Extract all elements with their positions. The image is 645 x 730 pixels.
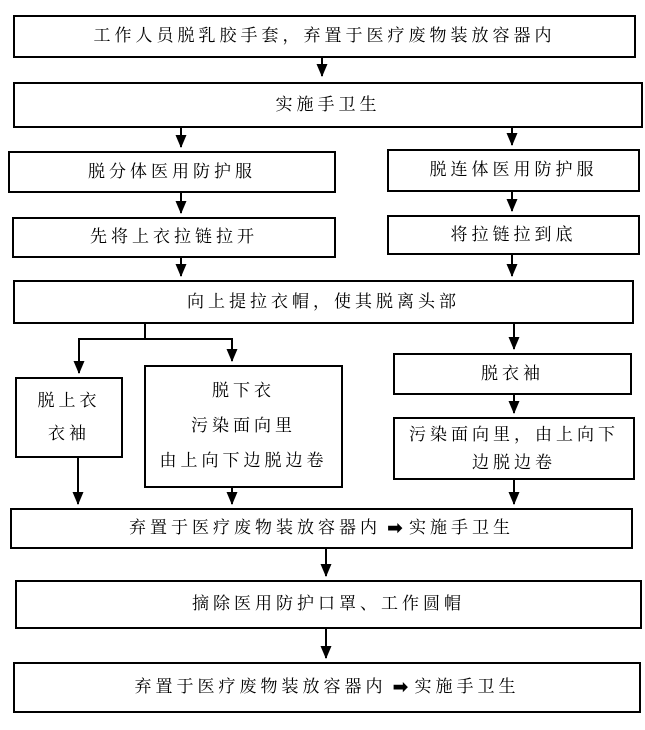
node-label-line: 边脱边卷 (472, 452, 556, 472)
node-label: 向上提拉衣帽，使其脱离头部 (187, 291, 460, 311)
elbow-lifthood-split (78, 324, 233, 339)
dispose-label-after: 实施手卫生 (414, 677, 520, 697)
node-label: 脱衣袖 (481, 363, 544, 383)
node-label: 将拉链拉到底 (450, 224, 577, 244)
node-label: 先将上衣拉链拉开 (90, 227, 258, 247)
node-label-line: 由上向下边脱边卷 (159, 450, 328, 470)
node-label: 实施手卫生 (275, 94, 381, 114)
node-lift-hood-off-head (13, 280, 634, 324)
right-arrow-icon: ➡ (392, 675, 409, 698)
node-label-line: 脱上衣 (37, 391, 101, 411)
node-remove-mask-and-cap (15, 580, 642, 629)
node-label: 摘除医用防护口罩、工作圆帽 (192, 594, 465, 614)
node-hand-hygiene (13, 82, 643, 128)
node-label: 工作人员脱乳胶手套，弃置于医疗废物装放容器内 (93, 26, 556, 46)
node-remove-jacket-sleeves (15, 377, 123, 458)
node-remove-onepiece-protective-suit (387, 149, 640, 192)
node-dispose-waste-then-hand-hygiene-2 (13, 662, 641, 713)
node-unzip-to-bottom (387, 215, 640, 255)
dispose-label-before: 弃置于医疗废物装放容器内 (129, 518, 382, 538)
node-label-line: 脱下衣 (212, 381, 275, 401)
dispose-label-before: 弃置于医疗废物装放容器内 (134, 677, 387, 697)
right-arrow-icon: ➡ (387, 516, 403, 539)
node-dispose-waste-then-hand-hygiene-1 (10, 508, 633, 549)
node-remove-split-protective-suit (8, 151, 336, 193)
node-unzip-jacket-first (12, 217, 336, 258)
node-label-line: 污染面向里 (191, 416, 296, 436)
node-remove-sleeves (393, 353, 632, 395)
node-label: 脱分体医用防护服 (88, 161, 256, 181)
node-label-line: 污染面向里，由上向下 (409, 425, 619, 445)
node-remove-trousers-roll-down (144, 365, 343, 488)
node-label: 脱连体医用防护服 (429, 160, 598, 180)
node-remove-latex-gloves (13, 15, 636, 58)
node-roll-down-contaminated-side-in (393, 417, 635, 480)
dispose-label-after: 实施手卫生 (408, 518, 514, 538)
node-label-line: 衣袖 (48, 423, 90, 443)
